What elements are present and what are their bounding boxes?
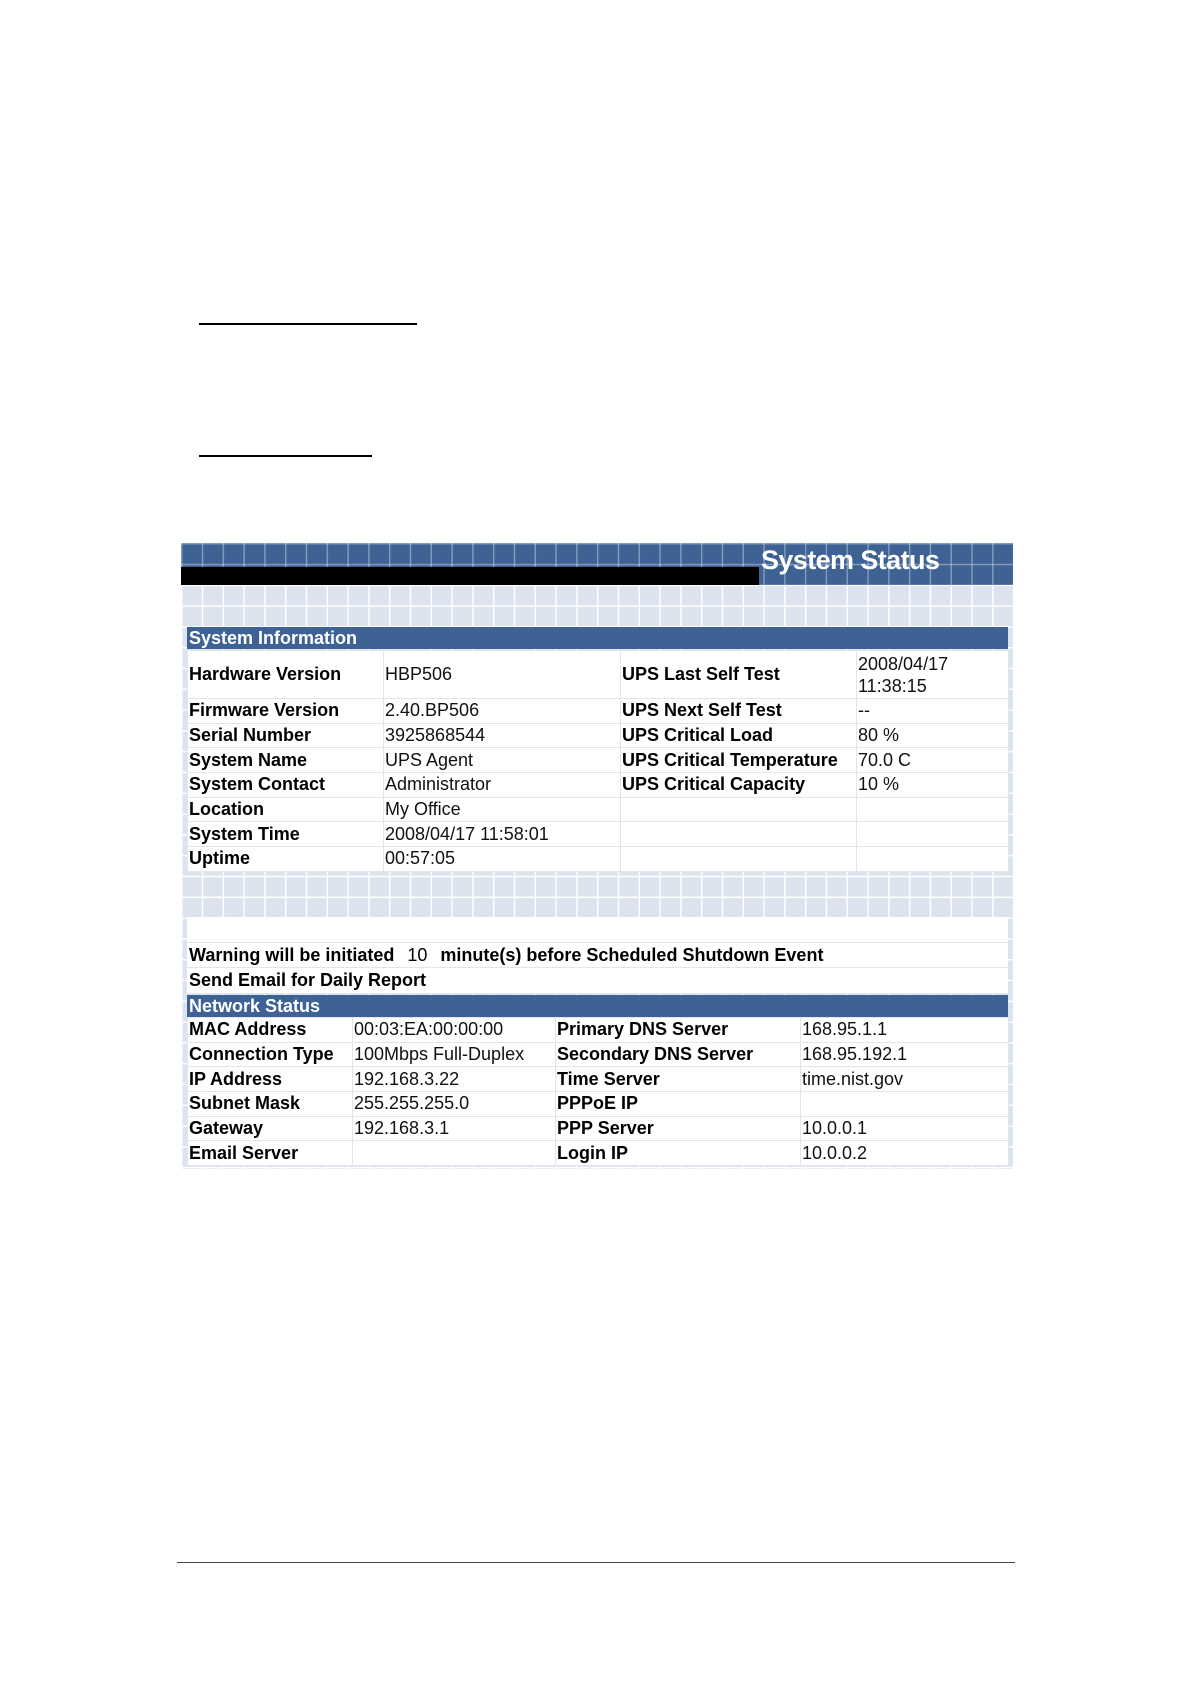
net-label: PPPoE IP	[556, 1092, 801, 1117]
system-notices	[187, 917, 1008, 994]
info-value: 00:57:05	[384, 847, 621, 872]
info-label	[621, 847, 857, 872]
info-label	[621, 822, 857, 847]
net-value: 192.168.3.22	[353, 1067, 556, 1092]
warning-minutes: 10	[407, 944, 428, 965]
panel-title: System Status	[761, 545, 940, 575]
info-label: UPS Last Self Test	[621, 651, 857, 699]
info-label: System Contact	[188, 773, 384, 798]
net-label: Primary DNS Server	[556, 1018, 801, 1043]
table-row	[188, 1042, 1009, 1067]
net-value: 00:03:EA:00:00:00	[353, 1018, 556, 1043]
info-label: Hardware Version	[188, 651, 384, 699]
net-label: IP Address	[188, 1067, 353, 1092]
table-row	[188, 822, 1009, 847]
table-row	[188, 723, 1009, 748]
warning-suffix: minute(s) before Scheduled Shutdown Event	[440, 944, 824, 965]
footer-rule	[177, 1562, 1015, 1563]
info-value: 2008/04/17 11:58:01	[384, 822, 621, 847]
info-value: UPS Agent	[384, 748, 621, 773]
blank-row	[187, 917, 1008, 943]
info-label: Uptime	[188, 847, 384, 872]
table-row	[188, 773, 1009, 798]
info-value: Administrator	[384, 773, 621, 798]
system-information-header: System Information	[187, 627, 1008, 649]
net-value: 168.95.1.1	[801, 1018, 1009, 1043]
system-status-panel	[181, 543, 1013, 1169]
info-value: 3925868544	[384, 723, 621, 748]
net-value: 192.168.3.1	[353, 1116, 556, 1141]
net-label: Gateway	[188, 1116, 353, 1141]
banner-black-bar	[181, 567, 759, 585]
network-status-header: Network Status	[187, 995, 1008, 1017]
info-value: 2008/04/17 11:38:15	[857, 651, 1009, 699]
net-label: Time Server	[556, 1067, 801, 1092]
system-information-table	[187, 650, 1009, 872]
warning-line	[187, 943, 1008, 969]
net-label: MAC Address	[188, 1018, 353, 1043]
table-row	[188, 1141, 1009, 1166]
net-value: time.nist.gov	[801, 1067, 1009, 1092]
table-row	[188, 1018, 1009, 1043]
info-value: --	[857, 699, 1009, 724]
net-value: 255.255.255.0	[353, 1092, 556, 1117]
net-value: 10.0.0.1	[801, 1116, 1009, 1141]
heading-rule-2	[199, 455, 372, 457]
net-label: Login IP	[556, 1141, 801, 1166]
info-value: 80 %	[857, 723, 1009, 748]
info-label: UPS Critical Temperature	[621, 748, 857, 773]
info-value: HBP506	[384, 651, 621, 699]
table-row	[188, 651, 1009, 699]
table-row	[188, 1092, 1009, 1117]
info-value	[857, 847, 1009, 872]
info-label: System Time	[188, 822, 384, 847]
info-label: Firmware Version	[188, 699, 384, 724]
table-row	[188, 1116, 1009, 1141]
info-label: Location	[188, 797, 384, 822]
info-label	[621, 797, 857, 822]
net-label: Subnet Mask	[188, 1092, 353, 1117]
panel-banner	[181, 543, 1013, 585]
info-value: 70.0 C	[857, 748, 1009, 773]
net-label: Secondary DNS Server	[556, 1042, 801, 1067]
info-value: My Office	[384, 797, 621, 822]
info-label: System Name	[188, 748, 384, 773]
net-label: PPP Server	[556, 1116, 801, 1141]
network-status-table	[187, 1017, 1009, 1166]
warning-prefix: Warning will be initiated	[189, 944, 395, 965]
table-row	[188, 748, 1009, 773]
table-row	[188, 847, 1009, 872]
daily-report-line: Send Email for Daily Report	[187, 968, 1008, 994]
net-value	[801, 1092, 1009, 1117]
info-value: 10 %	[857, 773, 1009, 798]
net-label: Connection Type	[188, 1042, 353, 1067]
info-label: Serial Number	[188, 723, 384, 748]
net-value	[353, 1141, 556, 1166]
heading-rule-1	[199, 323, 417, 325]
info-label: UPS Next Self Test	[621, 699, 857, 724]
info-label: UPS Critical Load	[621, 723, 857, 748]
net-value: 168.95.192.1	[801, 1042, 1009, 1067]
table-row	[188, 797, 1009, 822]
info-value	[857, 822, 1009, 847]
table-row	[188, 1067, 1009, 1092]
info-value	[857, 797, 1009, 822]
info-value: 2.40.BP506	[384, 699, 621, 724]
net-label: Email Server	[188, 1141, 353, 1166]
info-label: UPS Critical Capacity	[621, 773, 857, 798]
table-row	[188, 699, 1009, 724]
net-value: 100Mbps Full-Duplex	[353, 1042, 556, 1067]
net-value: 10.0.0.2	[801, 1141, 1009, 1166]
